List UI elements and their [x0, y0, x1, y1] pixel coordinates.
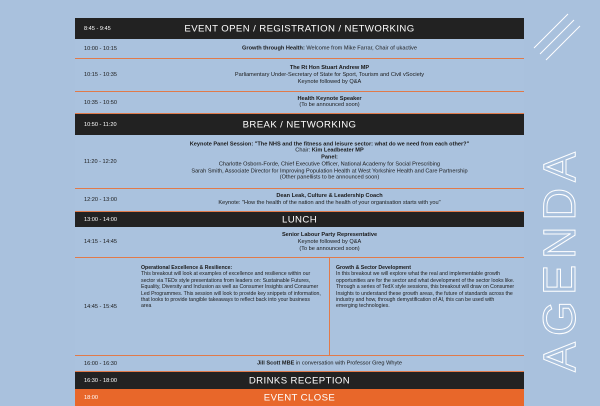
- schedule-row-minister: [75, 59, 524, 92]
- session-description: The Rt Hon Stuart Andrew MP Parliamentary Under-Secretary of State for Sport, Tourism and Civil vSociety Keynote followed by Q&A: [234, 64, 425, 85]
- time-slot: 8:45 - 9:45: [84, 25, 111, 32]
- time-slot: 10:00 - 10:15: [84, 45, 117, 52]
- band-title: BREAK / NETWORKING: [242, 119, 357, 130]
- time-slot: 13:00 - 14:00: [84, 216, 117, 223]
- schedule-row-health-keynote: [75, 92, 524, 114]
- session-description: Jill Scott MBE in conversation with Professor Greg Whyte: [257, 360, 402, 367]
- schedule-band-break: [75, 114, 524, 135]
- breakout-operational: Operational Excellence & Resilience: This breakout will look at examples of excellence and resilience within our sector via TEDx style presentations from leaders on: Sustainable Futures, Equality, Diversity and Inclusion as well as Consumer Insights and Consumer Led Programmes. This session will look to provide key snippets of information, that looks to provide tangible takeaways to reflect back into your business area: [141, 265, 321, 310]
- agenda-side-title: AGENDA: [534, 145, 585, 372]
- session-description: Senior Labour Party Representative Keynote followed by Q&A (To be announced soon): [281, 231, 378, 252]
- schedule-row-dean-leak: [75, 189, 524, 212]
- time-slot: 10:50 - 11:20: [84, 121, 117, 128]
- diagonal-lines-icon: [524, 0, 600, 80]
- breakout-columns: [139, 258, 524, 355]
- schedule-row-labour: [75, 227, 524, 258]
- schedule-band-close: [75, 389, 524, 406]
- time-slot: 14:45 - 15:45: [84, 303, 117, 310]
- time-slot: 12:20 - 13:00: [84, 197, 117, 203]
- time-slot: 18:00: [84, 394, 98, 401]
- band-title: LUNCH: [281, 214, 318, 225]
- band-title: DRINKS RECEPTION: [248, 375, 351, 386]
- schedule-row-breakouts: [75, 258, 524, 356]
- schedule-row-panel: [75, 135, 524, 189]
- session-description: Growth through Health: Welcome from Mike Farrar, Chair of ukactive: [242, 45, 417, 52]
- side-decoration: [524, 0, 600, 403]
- schedule-row-welcome: [75, 39, 524, 59]
- schedule-row-jill-scott: [75, 356, 524, 372]
- schedule-band-lunch: [75, 212, 524, 227]
- breakout-growth: Growth & Sector Development In this breakout we will explore what the real and implementable growth opportunities are for the sector and what development of the sector looks like. Through a series of TedX style sessions, this breakout will draw on Consumer Insights to understand these growth areas, the future of standards across the industry and how, through demystification of AI, this can be used with emerging technologies.: [329, 258, 524, 355]
- time-slot: 10:35 - 10:50: [84, 99, 117, 106]
- session-description: Health Keynote Speaker (To be announced soon): [297, 95, 362, 109]
- time-slot: 14:15 - 14:45: [84, 239, 117, 245]
- time-slot: 16:00 - 16:30: [84, 360, 117, 367]
- schedule-band-registration: [75, 18, 524, 39]
- time-slot: 11:20 - 12:20: [84, 158, 117, 165]
- session-description: Keynote Panel Session: "The NHS and the fitness and leisure sector: what do we need from each other?" Chair: Kim Leadbeater MP Panel: Charlotte Osborn-Forde, Chief Executive Officer, National Academy for Social Prescribing Sarah Smith, Associate Director for Improving Population Health at West Yorkshire Health and Care Partnership (Other panellists to be announced soon): [189, 141, 470, 182]
- time-slot: 16:30 - 18:00: [84, 377, 117, 384]
- band-title: EVENT CLOSE: [263, 392, 336, 403]
- schedule-band-drinks: [75, 372, 524, 389]
- band-title: EVENT OPEN / REGISTRATION / NETWORKING: [184, 23, 415, 34]
- time-slot: 10:15 - 10:35: [84, 72, 117, 78]
- session-description: Dean Leak, Culture & Leadership Coach Keynote: "How the health of the nation and the health of your organisation starts with you": [218, 193, 441, 206]
- agenda-schedule: [75, 18, 524, 406]
